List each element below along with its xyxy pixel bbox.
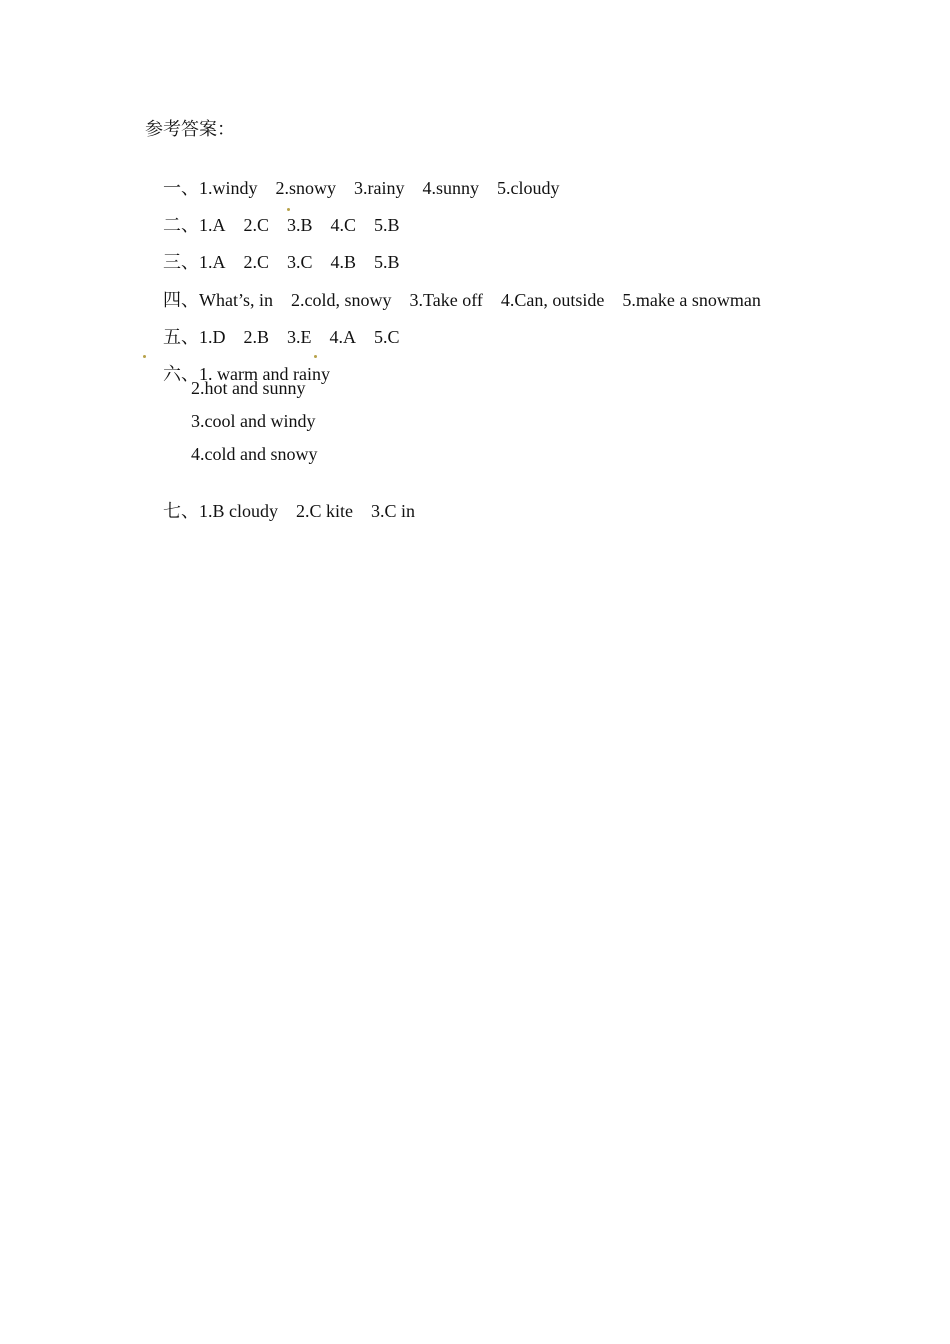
answer-6-1: 1. warm and rainy	[199, 364, 330, 384]
section-7-answers	[145, 478, 415, 544]
answer-1-5: 5.cloudy	[497, 178, 560, 198]
answer-1-2: 2.snowy	[275, 178, 337, 198]
section-6-prefix: 六、	[163, 364, 199, 384]
answer-5-1: 1.D	[199, 327, 226, 347]
answer-2-3: 3.B	[287, 215, 313, 235]
answer-3-2: 2.C	[243, 252, 270, 272]
answer-2-2: 2.C	[243, 215, 270, 235]
answer-6-2: 2.hot and sunny	[191, 378, 306, 398]
answer-3-4: 4.B	[330, 252, 357, 272]
answer-1-3: 3.rainy	[354, 178, 405, 198]
answer-2-1: 1.A	[199, 215, 226, 235]
scan-mark	[287, 208, 290, 211]
section-4-prefix: 四、	[163, 290, 199, 310]
answer-6-4: 4.cold and snowy	[191, 444, 318, 464]
answer-3-1: 1.A	[199, 252, 226, 272]
answer-5-5: 5.C	[374, 327, 400, 347]
section-2-prefix: 二、	[163, 215, 199, 235]
answer-3-3: 3.C	[287, 252, 313, 272]
answer-5-2: 2.B	[243, 327, 270, 347]
answer-1-4: 4.sunny	[422, 178, 480, 198]
section-1-prefix: 一、	[163, 178, 199, 198]
answer-3-5: 5.B	[374, 252, 400, 272]
answer-7-1: 1.B cloudy	[199, 501, 278, 521]
answer-2-4: 4.C	[330, 215, 357, 235]
answer-5-3: 3.E	[287, 327, 312, 347]
section-7-prefix: 七、	[163, 501, 199, 521]
answer-5-4: 4.A	[329, 327, 357, 347]
answer-1-1: 1.windy	[199, 178, 258, 198]
answer-4-1: What’s, in	[199, 290, 273, 310]
answer-7-3: 3.C in	[371, 501, 416, 521]
answer-key-title: 参考答案：	[145, 119, 235, 139]
answer-4-4: 4.Can, outside	[500, 290, 605, 310]
answer-4-3: 3.Take off	[409, 290, 483, 310]
scan-mark	[314, 355, 317, 358]
answer-4-2: 2.cold, snowy	[291, 290, 392, 310]
answer-6-3: 3.cool and windy	[191, 411, 316, 431]
answer-2-5: 5.B	[374, 215, 400, 235]
answer-7-2: 2.C kite	[296, 501, 353, 521]
section-5-prefix: 五、	[163, 327, 199, 347]
answer-4-5: 5.make a snowman	[622, 290, 761, 310]
section-3-prefix: 三、	[163, 252, 199, 272]
scan-mark	[143, 355, 146, 358]
